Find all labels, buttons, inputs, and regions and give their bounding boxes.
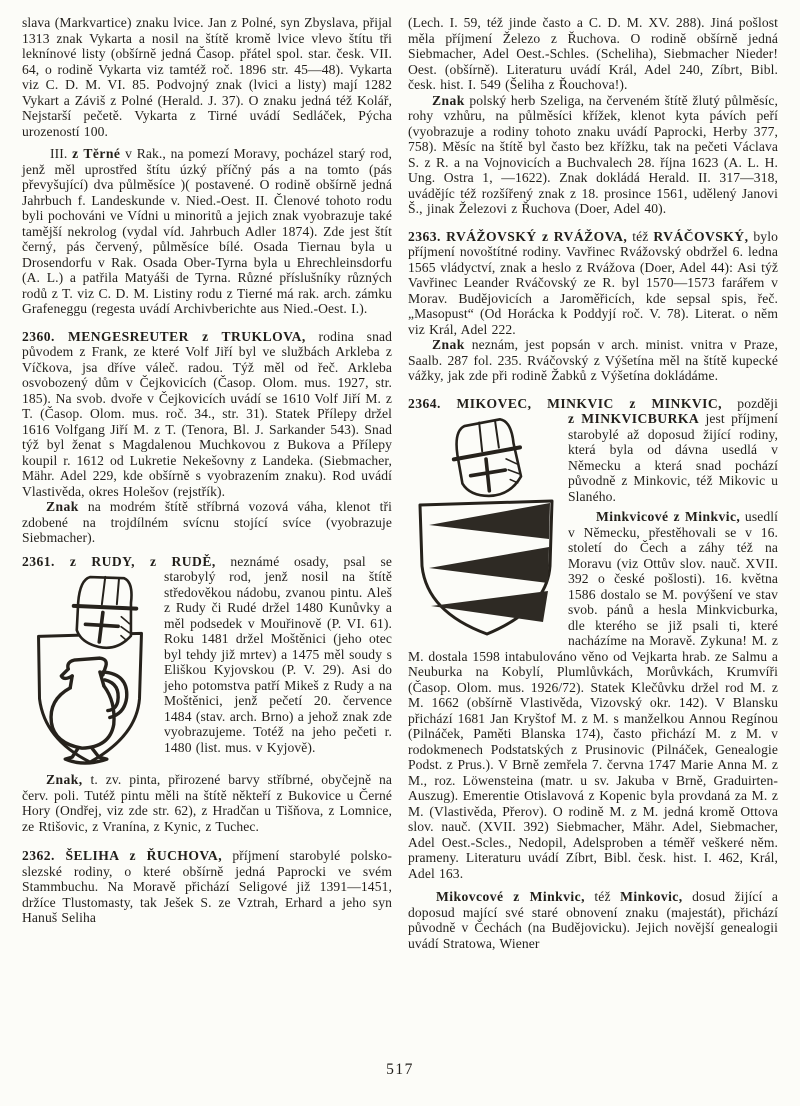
entry-name: z Těrné	[72, 146, 121, 161]
entry-seliha-znak	[408, 93, 778, 217]
znak-label: Znak	[432, 92, 465, 108]
entry-2363-rvazovsky	[408, 229, 778, 338]
entry-2364-mikovec	[408, 396, 778, 505]
entry-text: usedlí v Německu, přestěhovali se v 16. století do Čech a záhy též na Moravu (viz Ottův slov. nauč. XVII. 392 o české pošlosti). 16. května 1586 dostalo se M. povýšení ve stav svob. pánů a hesla Minkvicburka, dle kterého se již psali ti, které nacházíme na Moravě. Zykuna! M. z M. dostala 1598 intabulováno věno od Vejkarta hrab. ze Salmu a Neuburka na Kobylí, Plumlůvkách, Morůvkách, Krumvíři (Časop. Olom. mus. 1926/72). Statek Klečůvku držel rod M. z M. 1662 (obšírně Vlastivěda, Vizovský okr. 142). V Blansku přichází 1681 Jan Kryštof M. z M. s manželkou Annou Regínou (Pilnáček, Paměti Blanska 174), často přichází M. z M. v rodokmenech Podstatských z Prusinovic (Pilnáček, Genealogie Podst. z Prus.). V Brně zemřela 7. června 1747 Marie Anna M. z M., roz. Löwensteina (matr. u sv. Jakuba v Brně, Graduirten-Auszug). Emerentie Otislavová z Kopenic byla provdaná za M. z M. (Vlastivěda, Přerov). O rodině M. z M. jedná kromě Ottova slov. nauč. (XVII. 392) Siebmacher, Mähr. Adel, Siebmacher, Adel Oest.-Scles., Nedopil, Adelsproben a téměř veškeré něm. prameny. Literaturu uvádí Zíbrt, Bibl. česk. hist. I. 462, Král, Adel 163.	[408, 509, 778, 881]
right-column	[408, 15, 778, 951]
entry-text: na modrém štítě stříbrná vozová váha, klenot tři zdobené na trojdílném svícnu stojící svíce (vyobrazuje Siebmacher).	[22, 499, 392, 545]
entry-heading: 2361. z RUDY, z RUDĚ,	[22, 553, 216, 569]
paragraph-vykart-continuation	[22, 15, 392, 139]
left-column	[22, 15, 392, 926]
page-number: 517	[386, 1061, 414, 1078]
entry-2363-znak	[408, 337, 778, 384]
entry-text: starobylý rod, jenž nosil na štítě středověkou nádobu, zvanou pintu. Aleš z Rudy či Rudé držel 1480 Kunůvky a měl podsedek v Mouřinově (P. VI. 61). Roku 1481 držel Moštěnici (jeho otec byl tehdy již mrtev) a 1475 měl soudy s Eliškou Kyjovskou (P. V. 29). Asi do jeho potomstva patří Mikeš z Rudy a na Moštěnici, jenž pečetí 20. července 1484 (stav. arch. Brno) a jehož znak zde vyobrazujeme. Totéž na jeho pečeti r. 1480 (list. mus. v Kyjově).	[164, 569, 392, 755]
family-name: Minkvicové z Minkvic,	[596, 509, 741, 524]
entry-heading-mid: později	[721, 395, 779, 411]
family-name-mid: též	[584, 889, 621, 904]
paragraph-seliha-continuation	[408, 15, 778, 93]
entry-text-first-line: neznámé osady, psal se	[215, 553, 392, 569]
entry-text: bylo příjmení novoštítné rodiny. Vavřinec Rvážovský obdržel 6. ledna 1565 vládyctví, znak a heslo z Rvážova (Doer, Adel 44): Asi týž Vavřinec Leander Rváčovský ze R. byl 1570—1573 farářem v Morav. Budějovicích a Jaroměřicích, kde sepsal spis, řeč. „Masopust“ (Od Horácka k Poddyjí roč. V. 78). Literat. o něm viz Král, Adel 222.	[408, 228, 778, 337]
paragraph-mikovcove	[408, 889, 778, 951]
entry-text: polský herb Szeliga, na červeném štítě žlutý půlměsíc, rohy vzhůru, na půlměsíci křížek, klenot kyta pávích peří (vyobrazuje a rodiny tohoto znaku uvádí Paprocki, Herby 377, 758). Měsíc na štítě byl často bez křížku, tak na pečeti Václava S. z R. a na Vojnovicích a Buchvalech 28. října 1623 (A. L. H. Ung. Ostra 1, —1622). Znak dokládá Herald. II. 317—318, uvádějíc též rozšířený znak z 18. prosince 1561, udělený Janovi Š., jinak Železovi z Řuchova (Doer, Adel 40).	[408, 92, 778, 216]
entry-text: příjmení starobylé polsko-slezské rodiny, o které obšírně jedná Paprocki ve svém Stammbuchu. Na Moravě přichází Seligové již 1391—1451, držíce Tlustomasty, tak Ješek S. ze Vztrah, Erhard a jeho syn Hanuš Seliha	[22, 848, 392, 925]
great-helm-icon	[450, 418, 524, 500]
entry-2361-rudy	[22, 554, 392, 756]
entry-heading: 2362. ŠELIHA z ŘUCHOVA,	[22, 848, 223, 863]
entry-text: rodina snad původem z Frank, ze které Volf Jiří byl ve službách Arkleba z Víčkova, jsa dříve váleč. radou. Týž měl od řeč. Arkleba osvobozený dům v Čejkovicích (Časop. Olom. mus. 1927, str. 185). Na svob. dvoře v Čejkovicích uvádí se 1610 Volf Jiří M. z T. (Časop. Olom. mus. roč. 34., str. 31). Statek Přílepy držel 1616 Volfgang Jiří M. z T. (Tenora, Bl. J. Sarkander 543). Snad týž byl ženat s Magdalenou Muchkovou z Bukova a Přílepy koupil r. 1612 od Lukretie Nekešovny z Landeka. (Siebmacher, Mähr. Adel 229, kde obšírně s vyobrazením znaku). Rod uvádí Vlastivěda, okres Holešov (rejstřík).	[22, 328, 392, 499]
entry-prefix: III.	[50, 146, 73, 161]
entry-heading-line	[408, 396, 778, 412]
znak-label: Znak,	[46, 772, 83, 787]
entry-text: dosud žijící a doposud mající své staré obnovení znaku (majestát), přichází původně v Čechách (na Budějovicku). Jejich novější genealogii uvádí Stratowa, Wiener	[408, 889, 778, 951]
znak-label: Znak	[46, 499, 79, 514]
entry-2362-seliha	[22, 848, 392, 926]
entry-2360-mengesreuter	[22, 329, 392, 500]
entry-text: t. zv. pinta, přirozené barvy stříbrné, obyčejně na červ. poli. Tutéž pintu měli na štítě někteří z Bukovice u Černé Hory (Ondřej, viz zde str. 62), z Hradčan u Tišňova, z Lomnice, ze Rtišovic, z Vranína, z Kynic, z Tuchec.	[22, 772, 392, 834]
entry-2361-znak	[22, 772, 392, 834]
entry-heading-line	[22, 554, 392, 570]
entry-heading: 2363. RVÁŽOVSKÝ z RVÁŽOVA,	[408, 228, 628, 244]
crest-illustration-helm-shield-wedges	[416, 415, 556, 641]
znak-label: Znak	[432, 337, 465, 352]
entry-z-terne	[22, 146, 392, 317]
entry-2360-znak	[22, 499, 392, 546]
entry-heading-mid: též	[627, 228, 654, 244]
paragraph-text: (Lech. I. 59, též jinde často a C. D. M. XV. 288). Jiná pošlost měla příjmení Železo z Řuchova. O rodině obšírně jedná Siebmacher, Adel Oest.-Schles. (Scheliha), Siebmacher Nieder! Oest. (obšírně). Literaturu uvádí Král, Adel 240, Zíbrt, Bibl. česk. hist. I. 549 (Šeliha z Řouchova!).	[408, 15, 778, 92]
family-name: Mikovcové z Minkvic,	[436, 889, 585, 904]
entry-text: neznám, jest popsán v arch. minist. vnitra v Praze, Saalb. 287 fol. 235. Rváčovský z Výšetína měl na štítě kupecké vážky, jak zde při rodině Žabků z Výšetína dokládáme.	[408, 337, 778, 383]
entry-text: v Rak., na pomezí Moravy, pocházel starý rod, jenž měl uprostřed štítu úzký příčný pás a na tomto (pás převyšující) dva půlměsíce )( postavené. O rodině obšírně jedná Jahrbuch f. Landeskunde v. Nied.-Oest. II. Členové tohoto rodu byli pochováni ve Vídni u minoritů a jejich znak vyobrazuje také tamější nekrolog (vydal víd. Jahrbuch Adler 1874). Zde jest štít černý, pás červený, půlměsíce bílé. Osada Tiernau byla u Drosendorfu v Rak. Osada Ober-Tyrna byla u Ehrechleinsdorfu (A. L.) a patřila Matyáši de Tyrna. Různé příslušníky různých rodů z T. viz C. D. M. Listiny rodu z Tierné má rak. arch. zámku Grafeneggu (regesta uvádí Archivberichte aus Nied.-Oest. I.).	[22, 146, 392, 316]
entry-heading: 2364. MIKOVEC, MINKVIC z MINKVIC,	[408, 395, 722, 411]
entry-text: jest příjmení starobylé až doposud žijící rodiny, která byla od dávna usedlá v Německu a která snad pochází původně z Minkovic, též Mikovic u Slaného.	[568, 411, 778, 504]
entry-heading-alt: z MINKVICBURKA	[568, 411, 700, 426]
family-name-alt: Minkovic,	[620, 889, 683, 904]
entry-heading-alt: RVÁČOVSKÝ,	[653, 228, 749, 244]
paragraph-text: slava (Markvartice) znaku lvice. Jan z Polné, syn Zbyslava, přijal 1313 znak Vykarta a nosil na štítě kromě lvice vlevo štítu tři leknínové listy (obšírně jedná Časop. přátel spol. star. česk. VII. 64, o rodině Vykarta viz tamtéž roč. 1896 str. 45—48). Vykarta viz C. D. M. VI. 85. Podvojný znak (lvici a listy) mají 1282 Vykart a Záviš z Polné (Herald. J. 37). O znaku jedná též Kolář, Nejstarší pečetě. Vykarta z Tirné uvádí Sedláček, Pýcha urozeností 100.	[22, 15, 392, 139]
entry-heading: 2360. MENGESREUTER z TRUKLOVA,	[22, 328, 306, 344]
crest-illustration-helm-shield-jug	[34, 573, 146, 769]
